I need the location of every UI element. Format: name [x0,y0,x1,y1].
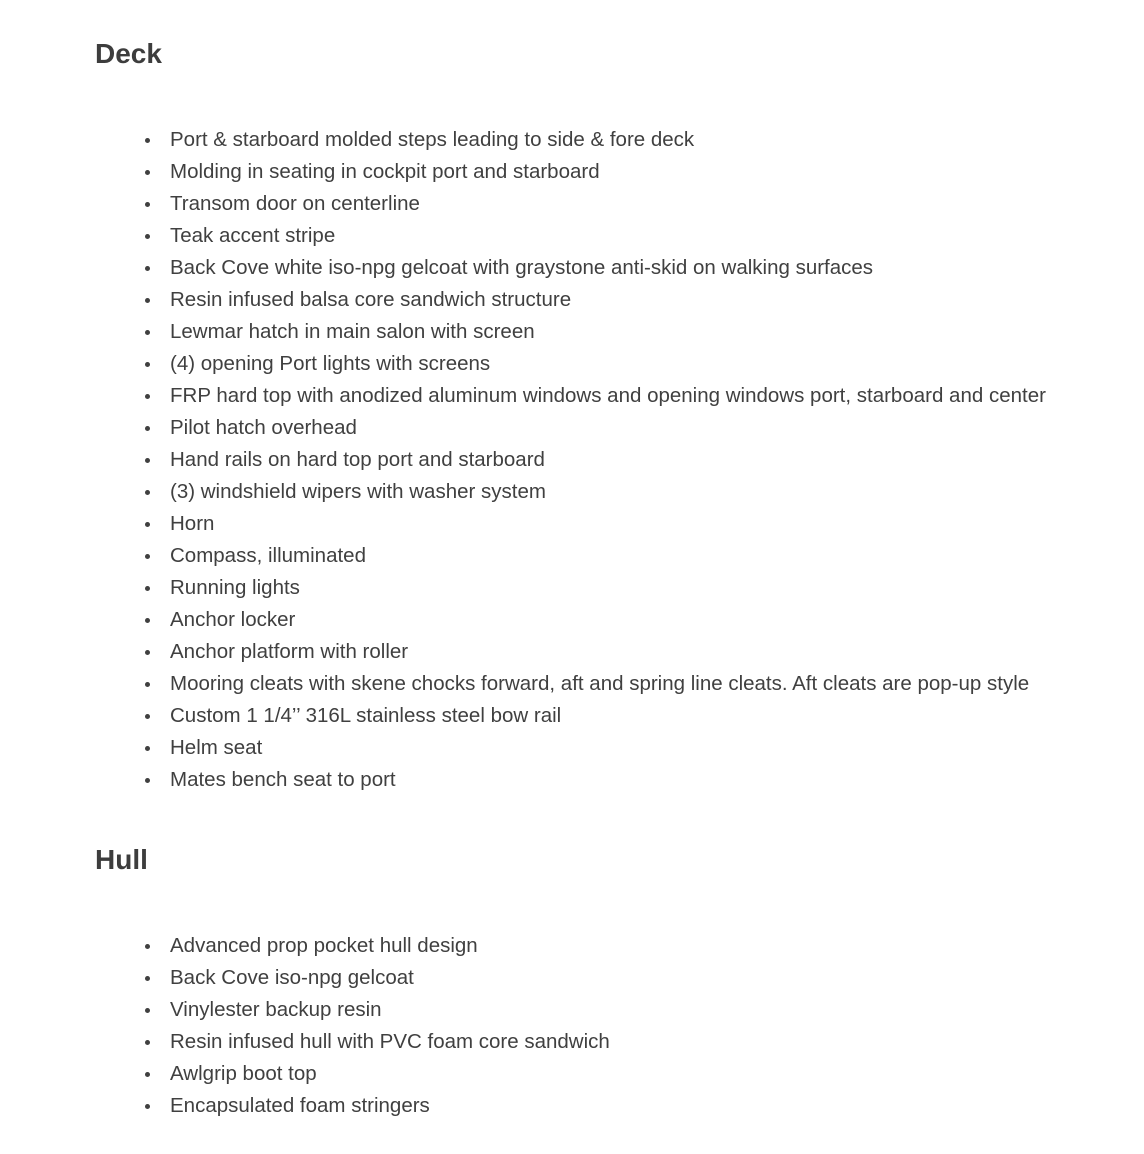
list-item: Horn [170,508,1046,540]
list-item: Awlgrip boot top [170,1058,610,1090]
list-item: Transom door on centerline [170,188,1046,220]
list-item: (4) opening Port lights with screens [170,348,1046,380]
list-item: Custom 1 1/4’’ 316L stainless steel bow rail [170,700,1046,732]
deck-feature-list [170,124,1046,796]
hull-feature-list [170,930,610,1122]
list-item: Hand rails on hard top port and starboard [170,444,1046,476]
list-item: Mates bench seat to port [170,764,1046,796]
list-item: Teak accent stripe [170,220,1046,252]
list-item: Resin infused hull with PVC foam core sandwich [170,1026,610,1058]
list-item: Lewmar hatch in main salon with screen [170,316,1046,348]
list-item: Resin infused balsa core sandwich structure [170,284,1046,316]
list-item: (3) windshield wipers with washer system [170,476,1046,508]
list-item: Mooring cleats with skene chocks forward, aft and spring line cleats. Aft cleats are pop-up style [170,668,1046,700]
list-item: Vinylester backup resin [170,994,610,1026]
hull-section-title: Hull [95,844,148,875]
list-item: Encapsulated foam stringers [170,1090,610,1122]
list-item: FRP hard top with anodized aluminum windows and opening windows port, starboard and center [170,380,1046,412]
list-item: Anchor locker [170,604,1046,636]
list-item: Molding in seating in cockpit port and starboard [170,156,1046,188]
list-item: Anchor platform with roller [170,636,1046,668]
list-item: Pilot hatch overhead [170,412,1046,444]
deck-section-title: Deck [95,38,162,69]
list-item: Advanced prop pocket hull design [170,930,610,962]
list-item: Port & starboard molded steps leading to side & fore deck [170,124,1046,156]
list-item: Helm seat [170,732,1046,764]
list-item: Compass, illuminated [170,540,1046,572]
list-item: Back Cove iso-npg gelcoat [170,962,610,994]
list-item: Running lights [170,572,1046,604]
list-item: Back Cove white iso-npg gelcoat with graystone anti-skid on walking surfaces [170,252,1046,284]
